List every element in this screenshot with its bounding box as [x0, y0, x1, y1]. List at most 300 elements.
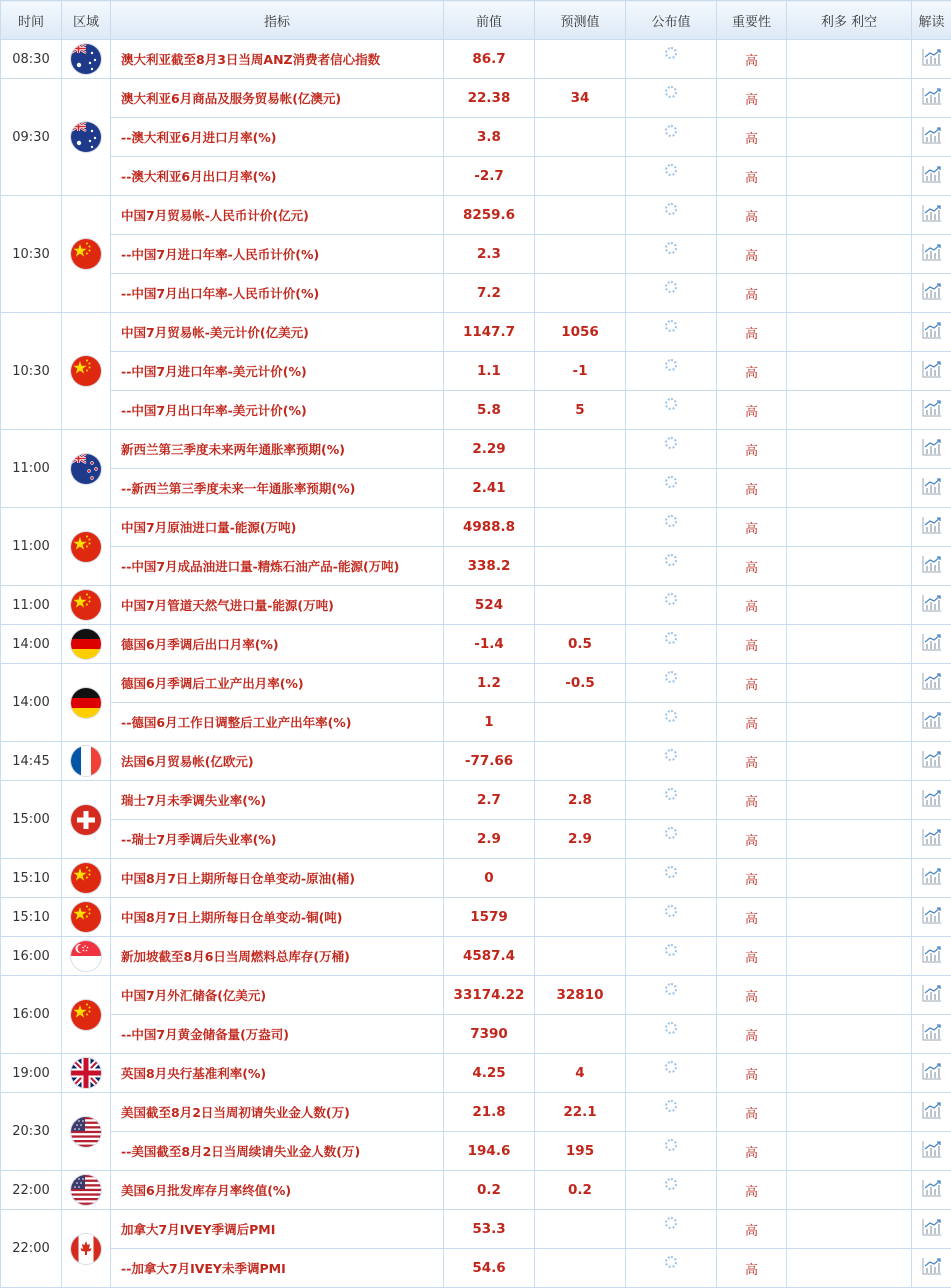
- importance-level: 高: [717, 1249, 787, 1288]
- interpret-cell[interactable]: [912, 118, 951, 157]
- event-time: 11:00: [1, 586, 62, 625]
- published-value: [626, 742, 717, 781]
- event-region: [62, 1093, 111, 1171]
- previous-value: 194.6: [444, 1132, 535, 1171]
- indicator-link[interactable]: 澳大利亚6月商品及服务贸易帐(亿澳元): [111, 79, 444, 118]
- importance-level: 高: [717, 1015, 787, 1054]
- indicator-link[interactable]: 新加坡截至8月6日当周燃料总库存(万桶): [111, 937, 444, 976]
- event-region: [62, 79, 111, 196]
- event-time: 22:00: [1, 1210, 62, 1288]
- interpret-cell[interactable]: [912, 742, 951, 781]
- chart-analysis-icon[interactable]: [922, 984, 942, 1006]
- event-time: 10:30: [1, 313, 62, 430]
- interpret-cell[interactable]: [912, 196, 951, 235]
- forecast-value: 2.8: [535, 781, 626, 820]
- interpret-cell[interactable]: [912, 547, 951, 586]
- importance-level: 高: [717, 859, 787, 898]
- chart-analysis-icon[interactable]: [922, 516, 942, 538]
- chart-analysis-icon[interactable]: [922, 828, 942, 850]
- event-row: [1, 40, 951, 79]
- bull-bear-cell: [787, 40, 912, 79]
- chart-analysis-icon[interactable]: [922, 204, 942, 226]
- published-value: [626, 313, 717, 352]
- australia-flag-icon: [71, 122, 101, 152]
- event-time: 09:30: [1, 79, 62, 196]
- event-time: 16:00: [1, 937, 62, 976]
- importance-level: 高: [717, 976, 787, 1015]
- forecast-value: 5: [535, 391, 626, 430]
- bull-bear-cell: [787, 1249, 912, 1288]
- interpret-cell[interactable]: [912, 1210, 951, 1249]
- event-region: [62, 976, 111, 1054]
- importance-level: 高: [717, 1093, 787, 1132]
- chart-analysis-icon[interactable]: [922, 243, 942, 265]
- published-value: [626, 1132, 717, 1171]
- event-row: [1, 196, 951, 235]
- event-time: 10:30: [1, 196, 62, 313]
- published-value: [626, 859, 717, 898]
- importance-level: 高: [717, 586, 787, 625]
- china-flag-icon: [71, 902, 101, 932]
- published-value: [626, 664, 717, 703]
- forecast-value: [535, 235, 626, 274]
- published-value: [626, 1054, 717, 1093]
- event-time: 15:00: [1, 781, 62, 859]
- event-time: 11:00: [1, 508, 62, 586]
- forecast-value: 22.1: [535, 1093, 626, 1132]
- event-time: 14:00: [1, 625, 62, 664]
- event-region: [62, 1054, 111, 1093]
- bull-bear-cell: [787, 937, 912, 976]
- bull-bear-cell: [787, 586, 912, 625]
- published-value: [626, 352, 717, 391]
- indicator-link[interactable]: 美国6月批发库存月率终值(%): [111, 1171, 444, 1210]
- previous-value: 524: [444, 586, 535, 625]
- indicator-link[interactable]: --中国7月出口年率-人民币计价(%): [111, 274, 444, 313]
- interpret-cell[interactable]: [912, 976, 951, 1015]
- previous-value: 1147.7: [444, 313, 535, 352]
- published-value: [626, 625, 717, 664]
- indicator-link[interactable]: --中国7月出口年率-美元计价(%): [111, 391, 444, 430]
- chart-analysis-icon[interactable]: [922, 633, 942, 655]
- indicator-link[interactable]: --澳大利亚6月出口月率(%): [111, 157, 444, 196]
- importance-level: 高: [717, 1171, 787, 1210]
- forecast-value: [535, 859, 626, 898]
- loading-spinner-icon: [665, 398, 677, 410]
- indicator-link[interactable]: --中国7月进口年率-人民币计价(%): [111, 235, 444, 274]
- chart-analysis-icon[interactable]: [922, 399, 942, 421]
- singapore-flag-icon: [71, 941, 101, 971]
- bull-bear-cell: [787, 547, 912, 586]
- bull-bear-cell: [787, 625, 912, 664]
- event-row: [1, 781, 951, 820]
- indicator-link[interactable]: 中国8月7日上期所每日仓单变动-原油(桶): [111, 859, 444, 898]
- previous-value: 4587.4: [444, 937, 535, 976]
- interpret-cell[interactable]: [912, 430, 951, 469]
- event-row: [1, 742, 951, 781]
- interpret-cell[interactable]: [912, 820, 951, 859]
- indicator-link[interactable]: 加拿大7月IVEY季调后PMI: [111, 1210, 444, 1249]
- published-value: [626, 508, 717, 547]
- loading-spinner-icon: [665, 632, 677, 644]
- event-row: [1, 1015, 951, 1054]
- importance-level: 高: [717, 820, 787, 859]
- event-region: [62, 742, 111, 781]
- event-time: 16:00: [1, 976, 62, 1054]
- interpret-cell[interactable]: [912, 859, 951, 898]
- previous-value: 0.2: [444, 1171, 535, 1210]
- chart-analysis-icon[interactable]: [922, 1062, 942, 1084]
- loading-spinner-icon: [665, 788, 677, 800]
- chart-analysis-icon[interactable]: [922, 48, 942, 70]
- chart-analysis-icon[interactable]: [922, 165, 942, 187]
- previous-value: 5.8: [444, 391, 535, 430]
- event-region: [62, 664, 111, 742]
- forecast-value: [535, 469, 626, 508]
- event-row: [1, 586, 951, 625]
- loading-spinner-icon: [665, 1139, 677, 1151]
- loading-spinner-icon: [665, 1217, 677, 1229]
- header-row: [1, 1, 951, 40]
- loading-spinner-icon: [665, 1022, 677, 1034]
- switzerland-flag-icon: [71, 805, 101, 835]
- importance-level: 高: [717, 742, 787, 781]
- loading-spinner-icon: [665, 866, 677, 878]
- loading-spinner-icon: [665, 125, 677, 137]
- china-flag-icon: [71, 239, 101, 269]
- bull-bear-cell: [787, 898, 912, 937]
- bull-bear-cell: [787, 274, 912, 313]
- loading-spinner-icon: [665, 1100, 677, 1112]
- forecast-value: [535, 898, 626, 937]
- interpret-cell[interactable]: [912, 274, 951, 313]
- header-importance: 重要性: [717, 1, 787, 40]
- chart-analysis-icon[interactable]: [922, 750, 942, 772]
- interpret-cell[interactable]: [912, 664, 951, 703]
- chart-analysis-icon[interactable]: [922, 945, 942, 967]
- event-row: [1, 1093, 951, 1132]
- forecast-value: [535, 157, 626, 196]
- bull-bear-cell: [787, 196, 912, 235]
- interpret-cell[interactable]: [912, 703, 951, 742]
- interpret-cell[interactable]: [912, 469, 951, 508]
- forecast-value: [535, 196, 626, 235]
- bull-bear-cell: [787, 976, 912, 1015]
- forecast-value: [535, 586, 626, 625]
- previous-value: 7.2: [444, 274, 535, 313]
- interpret-cell[interactable]: [912, 1054, 951, 1093]
- previous-value: -77.66: [444, 742, 535, 781]
- indicator-link[interactable]: 瑞士7月未季调失业率(%): [111, 781, 444, 820]
- indicator-link[interactable]: 中国7月贸易帐-人民币计价(亿元): [111, 196, 444, 235]
- importance-level: 高: [717, 40, 787, 79]
- forecast-value: [535, 1210, 626, 1249]
- published-value: [626, 781, 717, 820]
- importance-level: 高: [717, 157, 787, 196]
- bull-bear-cell: [787, 781, 912, 820]
- bull-bear-cell: [787, 820, 912, 859]
- forecast-value: -1: [535, 352, 626, 391]
- previous-value: -2.7: [444, 157, 535, 196]
- chart-analysis-icon[interactable]: [922, 477, 942, 499]
- previous-value: 4988.8: [444, 508, 535, 547]
- previous-value: 22.38: [444, 79, 535, 118]
- interpret-cell[interactable]: [912, 937, 951, 976]
- importance-level: 高: [717, 1210, 787, 1249]
- indicator-link[interactable]: --中国7月成品油进口量-精炼石油产品-能源(万吨): [111, 547, 444, 586]
- importance-level: 高: [717, 391, 787, 430]
- indicator-link[interactable]: 澳大利亚截至8月3日当周ANZ消费者信心指数: [111, 40, 444, 79]
- uk-flag-icon: [71, 1058, 101, 1088]
- bull-bear-cell: [787, 469, 912, 508]
- interpret-cell[interactable]: [912, 1171, 951, 1210]
- chart-analysis-icon[interactable]: [922, 789, 942, 811]
- bull-bear-cell: [787, 391, 912, 430]
- interpret-cell[interactable]: [912, 1015, 951, 1054]
- indicator-link[interactable]: 中国8月7日上期所每日仓单变动-铜(吨): [111, 898, 444, 937]
- published-value: [626, 820, 717, 859]
- chart-analysis-icon[interactable]: [922, 1257, 942, 1279]
- interpret-cell[interactable]: [912, 508, 951, 547]
- importance-level: 高: [717, 625, 787, 664]
- indicator-link[interactable]: 德国6月季调后工业产出月率(%): [111, 664, 444, 703]
- interpret-cell[interactable]: [912, 235, 951, 274]
- loading-spinner-icon: [665, 710, 677, 722]
- interpret-cell[interactable]: [912, 1249, 951, 1288]
- indicator-link[interactable]: 中国7月原油进口量-能源(万吨): [111, 508, 444, 547]
- event-region: [62, 937, 111, 976]
- published-value: [626, 1249, 717, 1288]
- indicator-link[interactable]: --加拿大7月IVEY未季调PMI: [111, 1249, 444, 1288]
- chart-analysis-icon[interactable]: [922, 906, 942, 928]
- forecast-value: 195: [535, 1132, 626, 1171]
- new-zealand-flag-icon: [71, 454, 101, 484]
- published-value: [626, 976, 717, 1015]
- event-row: [1, 391, 951, 430]
- importance-level: 高: [717, 118, 787, 157]
- chart-analysis-icon[interactable]: [922, 1140, 942, 1162]
- usa-flag-icon: [71, 1117, 101, 1147]
- loading-spinner-icon: [665, 437, 677, 449]
- indicator-link[interactable]: 美国截至8月2日当周初请失业金人数(万): [111, 1093, 444, 1132]
- event-row: [1, 859, 951, 898]
- interpret-cell[interactable]: [912, 1093, 951, 1132]
- bull-bear-cell: [787, 508, 912, 547]
- published-value: [626, 547, 717, 586]
- published-value: [626, 157, 717, 196]
- previous-value: 7390: [444, 1015, 535, 1054]
- china-flag-icon: [71, 863, 101, 893]
- event-row: [1, 1249, 951, 1288]
- importance-level: 高: [717, 313, 787, 352]
- germany-flag-icon: [71, 688, 101, 718]
- event-row: [1, 703, 951, 742]
- previous-value: 53.3: [444, 1210, 535, 1249]
- event-row: [1, 664, 951, 703]
- event-row: [1, 547, 951, 586]
- importance-level: 高: [717, 1132, 787, 1171]
- event-region: [62, 430, 111, 508]
- bull-bear-cell: [787, 1015, 912, 1054]
- chart-analysis-icon[interactable]: [922, 867, 942, 889]
- event-row: [1, 625, 951, 664]
- forecast-value: 2.9: [535, 820, 626, 859]
- indicator-link[interactable]: --中国7月进口年率-美元计价(%): [111, 352, 444, 391]
- chart-analysis-icon[interactable]: [922, 1218, 942, 1240]
- event-row: [1, 352, 951, 391]
- indicator-link[interactable]: 英国8月央行基准利率(%): [111, 1054, 444, 1093]
- chart-analysis-icon[interactable]: [922, 555, 942, 577]
- loading-spinner-icon: [665, 476, 677, 488]
- chart-analysis-icon[interactable]: [922, 87, 942, 109]
- previous-value: 2.3: [444, 235, 535, 274]
- previous-value: 86.7: [444, 40, 535, 79]
- event-row: [1, 274, 951, 313]
- forecast-value: [535, 742, 626, 781]
- chart-analysis-icon[interactable]: [922, 1023, 942, 1045]
- previous-value: 2.9: [444, 820, 535, 859]
- header-interpret: 解读: [912, 1, 951, 40]
- previous-value: 1.2: [444, 664, 535, 703]
- interpret-cell[interactable]: [912, 313, 951, 352]
- event-region: [62, 781, 111, 859]
- bull-bear-cell: [787, 1210, 912, 1249]
- previous-value: 3.8: [444, 118, 535, 157]
- forecast-value: [535, 40, 626, 79]
- indicator-link[interactable]: --德国6月工作日调整后工业产出年率(%): [111, 703, 444, 742]
- indicator-link[interactable]: --美国截至8月2日当周续请失业金人数(万): [111, 1132, 444, 1171]
- indicator-link[interactable]: --澳大利亚6月进口月率(%): [111, 118, 444, 157]
- chart-analysis-icon[interactable]: [922, 1179, 942, 1201]
- loading-spinner-icon: [665, 86, 677, 98]
- event-row: [1, 937, 951, 976]
- header-forecast: 预测值: [535, 1, 626, 40]
- previous-value: 1: [444, 703, 535, 742]
- event-row: [1, 313, 951, 352]
- published-value: [626, 898, 717, 937]
- interpret-cell[interactable]: [912, 391, 951, 430]
- interpret-cell[interactable]: [912, 79, 951, 118]
- germany-flag-icon: [71, 629, 101, 659]
- indicator-link[interactable]: --中国7月黄金储备量(万盎司): [111, 1015, 444, 1054]
- indicator-link[interactable]: 中国7月外汇储备(亿美元): [111, 976, 444, 1015]
- chart-analysis-icon[interactable]: [922, 711, 942, 733]
- published-value: [626, 430, 717, 469]
- forecast-value: [535, 430, 626, 469]
- importance-level: 高: [717, 937, 787, 976]
- forecast-value: [535, 703, 626, 742]
- indicator-link[interactable]: 法国6月贸易帐(亿欧元): [111, 742, 444, 781]
- chart-analysis-icon[interactable]: [922, 672, 942, 694]
- previous-value: 21.8: [444, 1093, 535, 1132]
- forecast-value: 4: [535, 1054, 626, 1093]
- event-row: [1, 1171, 951, 1210]
- importance-level: 高: [717, 274, 787, 313]
- indicator-link[interactable]: --瑞士7月季调后失业率(%): [111, 820, 444, 859]
- china-flag-icon: [71, 1000, 101, 1030]
- bull-bear-cell: [787, 235, 912, 274]
- event-row: [1, 118, 951, 157]
- chart-analysis-icon[interactable]: [922, 321, 942, 343]
- importance-level: 高: [717, 196, 787, 235]
- header-time: 时间: [1, 1, 62, 40]
- previous-value: 4.25: [444, 1054, 535, 1093]
- event-row: [1, 430, 951, 469]
- event-time: 15:10: [1, 859, 62, 898]
- chart-analysis-icon[interactable]: [922, 1101, 942, 1123]
- interpret-cell[interactable]: [912, 157, 951, 196]
- event-time: 15:10: [1, 898, 62, 937]
- previous-value: 338.2: [444, 547, 535, 586]
- interpret-cell[interactable]: [912, 1132, 951, 1171]
- event-region: [62, 1210, 111, 1288]
- published-value: [626, 937, 717, 976]
- event-row: [1, 976, 951, 1015]
- loading-spinner-icon: [665, 944, 677, 956]
- interpret-cell[interactable]: [912, 586, 951, 625]
- event-region: [62, 586, 111, 625]
- importance-level: 高: [717, 352, 787, 391]
- chart-analysis-icon[interactable]: [922, 360, 942, 382]
- event-row: [1, 469, 951, 508]
- interpret-cell[interactable]: [912, 898, 951, 937]
- loading-spinner-icon: [665, 1178, 677, 1190]
- chart-analysis-icon[interactable]: [922, 282, 942, 304]
- published-value: [626, 586, 717, 625]
- interpret-cell[interactable]: [912, 625, 951, 664]
- france-flag-icon: [71, 746, 101, 776]
- loading-spinner-icon: [665, 1256, 677, 1268]
- indicator-link[interactable]: 中国7月贸易帐-美元计价(亿美元): [111, 313, 444, 352]
- china-flag-icon: [71, 532, 101, 562]
- header-region: 区域: [62, 1, 111, 40]
- loading-spinner-icon: [665, 320, 677, 332]
- event-row: [1, 157, 951, 196]
- loading-spinner-icon: [665, 827, 677, 839]
- usa-flag-icon: [71, 1175, 101, 1205]
- published-value: [626, 79, 717, 118]
- importance-level: 高: [717, 781, 787, 820]
- header-indicator: 指标: [111, 1, 444, 40]
- chart-analysis-icon[interactable]: [922, 594, 942, 616]
- previous-value: 54.6: [444, 1249, 535, 1288]
- chart-analysis-icon[interactable]: [922, 126, 942, 148]
- published-value: [626, 1171, 717, 1210]
- interpret-cell[interactable]: [912, 781, 951, 820]
- importance-level: 高: [717, 508, 787, 547]
- interpret-cell[interactable]: [912, 352, 951, 391]
- bull-bear-cell: [787, 430, 912, 469]
- indicator-link[interactable]: 中国7月管道天然气进口量-能源(万吨): [111, 586, 444, 625]
- forecast-value: 1056: [535, 313, 626, 352]
- indicator-link[interactable]: 新西兰第三季度未来两年通胀率预期(%): [111, 430, 444, 469]
- bull-bear-cell: [787, 118, 912, 157]
- event-time: 14:00: [1, 664, 62, 742]
- event-time: 08:30: [1, 40, 62, 79]
- indicator-link[interactable]: --新西兰第三季度未来一年通胀率预期(%): [111, 469, 444, 508]
- loading-spinner-icon: [665, 554, 677, 566]
- published-value: [626, 118, 717, 157]
- forecast-value: [535, 547, 626, 586]
- interpret-cell[interactable]: [912, 40, 951, 79]
- bull-bear-cell: [787, 703, 912, 742]
- event-region: [62, 313, 111, 430]
- indicator-link[interactable]: 德国6月季调后出口月率(%): [111, 625, 444, 664]
- event-region: [62, 1171, 111, 1210]
- previous-value: 0: [444, 859, 535, 898]
- event-region: [62, 859, 111, 898]
- chart-analysis-icon[interactable]: [922, 438, 942, 460]
